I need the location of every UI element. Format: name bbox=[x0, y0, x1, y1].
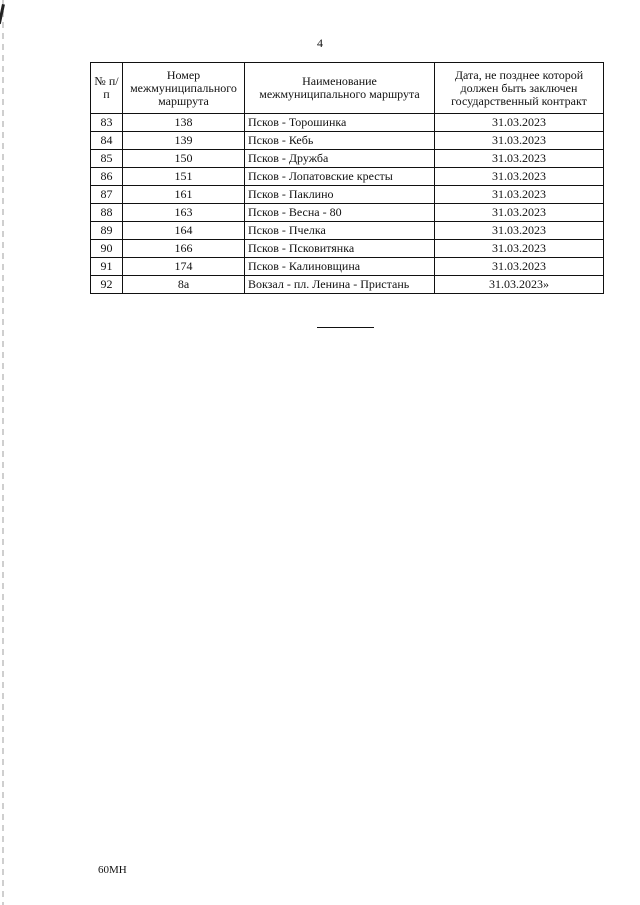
cell-index: 89 bbox=[91, 222, 123, 240]
cell-index: 90 bbox=[91, 240, 123, 258]
cell-index: 83 bbox=[91, 114, 123, 132]
table-row bbox=[91, 132, 604, 150]
cell-contract-date: 31.03.2023 bbox=[435, 114, 604, 132]
cell-contract-date: 31.03.2023 bbox=[435, 186, 604, 204]
cell-route-name: Псков - Паклино bbox=[245, 186, 435, 204]
table-row bbox=[91, 222, 604, 240]
cell-route-number: 166 bbox=[123, 240, 245, 258]
cell-route-number: 161 bbox=[123, 186, 245, 204]
routes-table bbox=[90, 62, 604, 294]
cell-route-name: Псков - Лопатовские кресты bbox=[245, 168, 435, 186]
cell-index: 92 bbox=[91, 276, 123, 294]
cell-route-number: 8а bbox=[123, 276, 245, 294]
cell-route-name: Псков - Псковитянка bbox=[245, 240, 435, 258]
table-row bbox=[91, 240, 604, 258]
cell-contract-date: 31.03.2023» bbox=[435, 276, 604, 294]
cell-contract-date: 31.03.2023 bbox=[435, 258, 604, 276]
header-index: № п/п bbox=[91, 63, 123, 114]
page-number: 4 bbox=[317, 36, 323, 50]
cell-route-name: Псков - Торошинка bbox=[245, 114, 435, 132]
header-route-number: Номер межмуниципального маршрута bbox=[123, 63, 245, 114]
table-row bbox=[91, 276, 604, 294]
cell-route-number: 151 bbox=[123, 168, 245, 186]
cell-contract-date: 31.03.2023 bbox=[435, 168, 604, 186]
end-divider bbox=[317, 327, 374, 328]
cell-route-number: 150 bbox=[123, 150, 245, 168]
cell-route-number: 138 bbox=[123, 114, 245, 132]
cell-route-number: 164 bbox=[123, 222, 245, 240]
cell-index: 87 bbox=[91, 186, 123, 204]
cell-contract-date: 31.03.2023 bbox=[435, 240, 604, 258]
cell-route-name: Псков - Калиновщина bbox=[245, 258, 435, 276]
cell-route-name: Псков - Кебь bbox=[245, 132, 435, 150]
cell-route-number: 174 bbox=[123, 258, 245, 276]
table-row bbox=[91, 258, 604, 276]
header-route-name: Наименование межмуниципального маршрута bbox=[245, 63, 435, 114]
cell-index: 86 bbox=[91, 168, 123, 186]
table-header-row bbox=[91, 63, 604, 114]
cell-index: 84 bbox=[91, 132, 123, 150]
table-row bbox=[91, 204, 604, 222]
cell-route-number: 139 bbox=[123, 132, 245, 150]
cell-route-name: Вокзал - пл. Ленина - Пристань bbox=[245, 276, 435, 294]
cell-contract-date: 31.03.2023 bbox=[435, 132, 604, 150]
cell-contract-date: 31.03.2023 bbox=[435, 222, 604, 240]
cell-route-number: 163 bbox=[123, 204, 245, 222]
cell-route-name: Псков - Пчелка bbox=[245, 222, 435, 240]
cell-index: 88 bbox=[91, 204, 123, 222]
scan-edge bbox=[2, 0, 4, 905]
table-row bbox=[91, 186, 604, 204]
header-contract-date: Дата, не позднее которой должен быть заключен государственный контракт bbox=[435, 63, 604, 114]
cell-index: 91 bbox=[91, 258, 123, 276]
cell-index: 85 bbox=[91, 150, 123, 168]
cell-route-name: Псков - Дружба bbox=[245, 150, 435, 168]
cell-contract-date: 31.03.2023 bbox=[435, 150, 604, 168]
footer-code: 60МН bbox=[98, 864, 127, 876]
cell-route-name: Псков - Весна - 80 bbox=[245, 204, 435, 222]
table-row bbox=[91, 150, 604, 168]
cell-contract-date: 31.03.2023 bbox=[435, 204, 604, 222]
table-row bbox=[91, 168, 604, 186]
table-row bbox=[91, 114, 604, 132]
